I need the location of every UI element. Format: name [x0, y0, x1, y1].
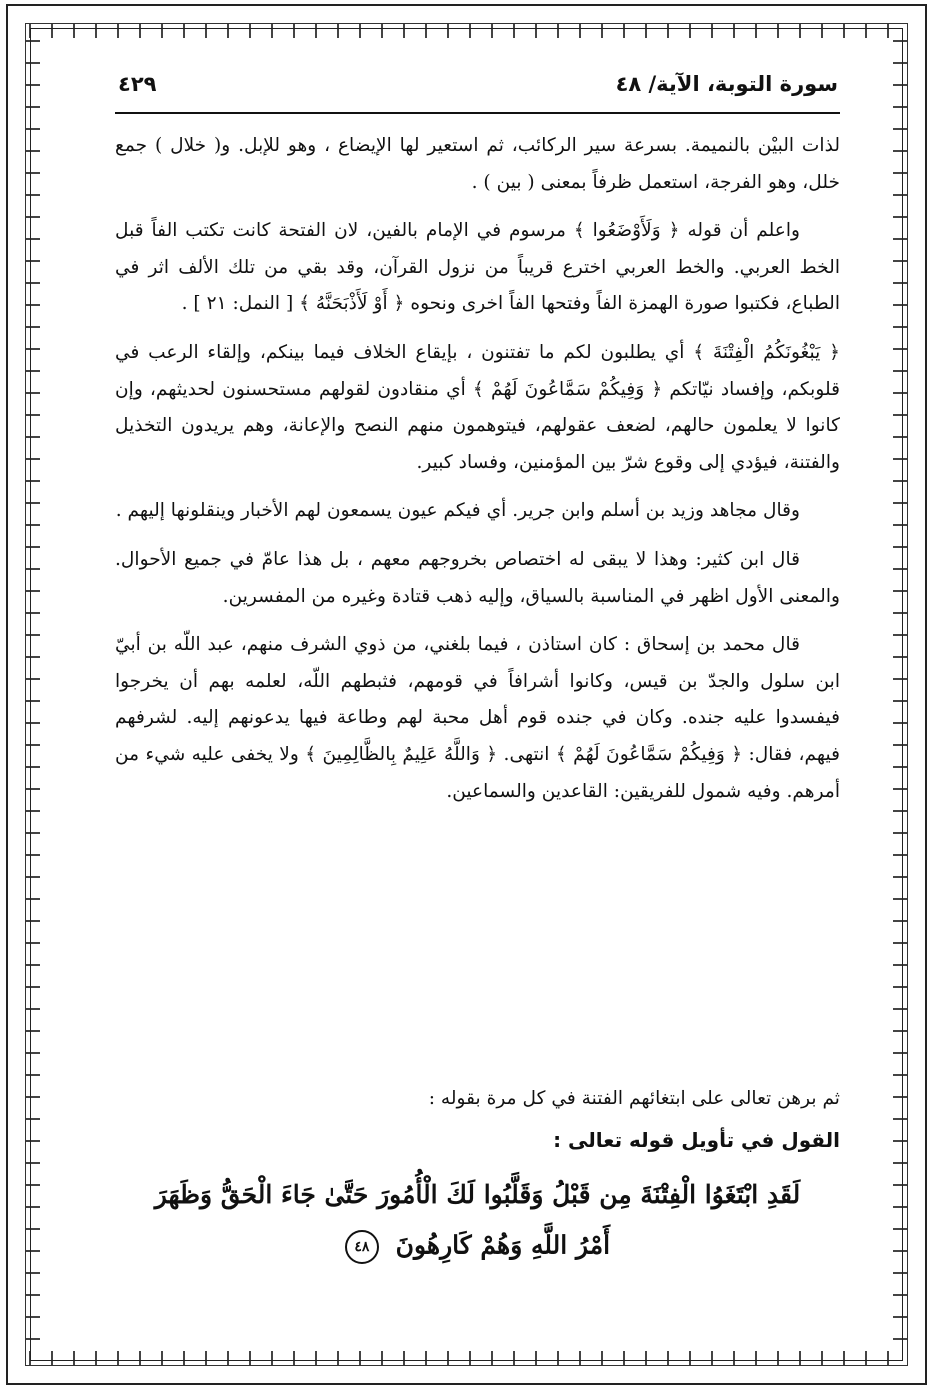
paragraph: قال محمد بن إسحاق : كان استاذن ، فيما بلغني، من ذوي الشرف منهم، عبد اللّه بن أبيّ ابن سلول والجدّ بن قيس، وكانوا أشرافاً في قومهم، فثبطهم اللّه، لعلمه بهم أن يخرجوا فيفسدوا عليه جنده. وكان في جنده قوم أهل محبة لهم وطاعة فيها يدعونهم إليه. لشرفهم فيهم، فقال: ﴿ وَفِيكُمْ سَمَّاعُونَ لَهُمْ ﴾ انتهى. ﴿ وَاللَّهُ عَلِيمٌ بِالظَّالِمِينَ ﴾ ولا يخفى عليه شيء من أمرهم. وفيه شمول للفريقين: القاعدين والسماعين. [115, 634, 840, 802]
ayah-number-badge: ٤٨ [345, 1230, 379, 1264]
page-number: ٤٢٩ [118, 72, 157, 96]
paragraph: ﴿ يَبْغُونَكُمُ الْفِتْنَةَ ﴾ أي يطلبون لكم ما تفتنون ، بإيقاع الخلاف فيما بينكم، وإلقاء الرعب في قلوبكم، وإفساد نيّاتكم ﴿ وَفِيكُمْ سَمَّاعُونَ لَهُمْ ﴾ أي منقادون لقولهم مستحسنون لحديثهم، وإن كانوا لا يعلمون حالهم، لضعف عقولهم، فيتوهمون منهم النصح والإعانة، وهم يريدون التخذيل والفتنة، فيؤدي إلى وقوع شرّ بين المؤمنين، وفساد كبير. [115, 341, 840, 473]
running-header [118, 70, 838, 110]
body-text [115, 128, 840, 810]
verse-text: أَمْرُ اللَّهِ وَهُمْ كَارِهُونَ [395, 1230, 611, 1260]
quran-verse-line-1: لَقَدِ ابْتَغَوُا الْفِتْنَةَ مِن قَبْلُ وَقَلَّبُوا لَكَ الْأُمُورَ حَتَّىٰ جَاءَ الْحَقُّ وَظَهَرَ [154, 1180, 801, 1209]
header-rule [115, 112, 840, 114]
chapter-title: سورة التوبة، الآية/ ٤٨ [615, 72, 838, 96]
lead-in-text: ثم برهن تعالى على ابتغائهم الفتنة في كل مرة بقوله : [428, 1088, 840, 1109]
paragraph: وقال مجاهد وزيد بن أسلم وابن جرير. أي فيكم عيون يسمعون لهم الأخبار وينقلونها إليهم . [115, 500, 800, 522]
paragraph: لذات البيْن بالنميمة. بسرعة سير الركائب، ثم استعير لها الإيضاع ، وهو للإبل. و( خلال ) جمع خلل، وهو الفرجة، استعمل ظرفاً بمعنى ( بين ) . [115, 135, 840, 193]
section-heading: القول في تأويل قوله تعالى : [553, 1128, 840, 1152]
quran-verse-line-2 [115, 1230, 840, 1264]
paragraph: واعلم أن قوله ﴿ وَلَأَوْضَعُوا ﴾ مرسوم في الإمام بالفين، لان الفتحة كانت تكتب الفاً قبل الخط العربي. والخط العربي اخترع قريباً من نزول القرآن، وقد بقي من تلك الألف اثر في الطباع، فكتبوا صورة الهمزة الفاً وفتحها الفاً اخرى ونحوه ﴿ أَوْ لَأَذْبَحَنَّهُ ﴾ [ النمل: ٢١ ] . [115, 220, 840, 315]
paragraph: قال ابن كثير: وهذا لا يبقى له اختصاص بخروجهم معهم ، بل هذا عامّ في جميع الأحوال. والمعنى الأول اظهر في المناسبة بالسياق، وإليه ذهب قتادة وغيره من المفسرين. [115, 548, 840, 607]
